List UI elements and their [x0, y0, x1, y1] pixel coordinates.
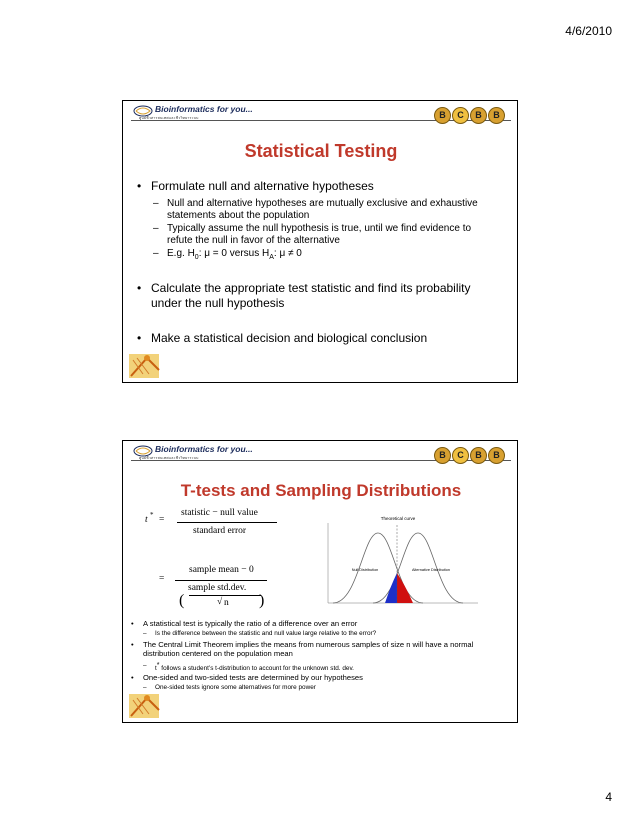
null-label: Null Distribution: [351, 568, 379, 572]
sub-bullet-text: [167, 248, 483, 264]
slide-t-tests: [122, 440, 518, 723]
bullet-dot-icon: •: [131, 640, 134, 649]
bullet-text: Calculate the appropriate test statistic and find its probability under the null hypothesis: [151, 281, 471, 310]
bullet-dot-icon: •: [131, 619, 134, 628]
fraction-bar: [175, 580, 267, 581]
bcbb-logo: [434, 447, 505, 463]
left-paren: (: [179, 592, 185, 609]
bcbb-letter: B: [488, 107, 505, 124]
bcbb-letter: B: [434, 107, 451, 124]
blue-region: [385, 573, 397, 603]
sub-bullet-text: One-sided tests ignore some alternatives for more power: [155, 684, 316, 691]
slide-title: T-tests and Sampling Distributions: [180, 481, 462, 500]
bullet-item: [131, 673, 511, 682]
brand-subtitle: ศูนย์ชีวสารสนเทศและชีววิทยาระบบ: [139, 116, 199, 120]
bullet-item: [137, 281, 477, 311]
sub-bullet-text: Typically assume the null hypothesis is true, until we find evidence to refute the null in favor of the alternative: [167, 223, 472, 246]
formula-star: *: [150, 511, 154, 519]
chart-title: Theoretical curve: [380, 516, 416, 521]
page-number: 4: [605, 790, 612, 804]
sub-bullet-text: Is the difference between the statistic and null value large relative to the error?: [155, 630, 377, 637]
sub-bullet-item: [143, 684, 513, 692]
sub-bullet-item: [153, 248, 483, 264]
hypothesis-alt-text: : μ ≠ 0: [273, 248, 302, 259]
bcbb-letter: B: [470, 107, 487, 124]
subscript-a: A: [269, 254, 274, 261]
fraction-bar: [189, 595, 261, 596]
bullet-text: The Central Limit Theorem implies the means from numerous samples of size n will have a normal distribution centered on the population mean: [143, 640, 474, 658]
dash-icon: –: [143, 630, 147, 637]
dash-icon: –: [143, 684, 147, 691]
bcbb-letter: B: [434, 447, 451, 464]
bullet-text: A statistical test is typically the ratio of a difference over an error: [143, 619, 358, 628]
bullet-dot-icon: •: [137, 331, 142, 345]
bullet-text: One-sided and two-sided tests are determined by our hypotheses: [143, 673, 363, 682]
distribution-chart: [313, 513, 483, 613]
formula-denominator: sample std.dev.: [188, 583, 247, 593]
bcbb-letter: B: [488, 447, 505, 464]
hypothesis-versus-text: : μ = 0 versus H: [198, 248, 270, 259]
bcbb-letter: B: [470, 447, 487, 464]
alt-label: Alternative Distribution: [412, 568, 450, 572]
right-paren: ): [259, 592, 265, 609]
brand-subtitle: ศูนย์ชีวสารสนเทศและชีววิทยาระบบ: [139, 456, 199, 460]
sub-bullet-item: [143, 662, 513, 673]
slide-title: Statistical Testing: [244, 141, 398, 161]
fraction-bar: [177, 522, 277, 523]
dash-icon: –: [143, 662, 147, 669]
bullet-text: Make a statistical decision and biological conclusion: [151, 331, 428, 345]
bullet-item: [137, 331, 507, 346]
formula-numerator: sample mean − 0: [189, 565, 254, 575]
red-region: [397, 573, 413, 603]
sqrt-icon: √: [217, 597, 223, 607]
bullet-item: [131, 619, 511, 628]
slide-header: [131, 104, 511, 134]
bullet-dot-icon: •: [137, 179, 142, 193]
sub-bullet-item: [153, 198, 483, 222]
formula-t: t: [145, 515, 148, 525]
star-superscript: *: [156, 662, 160, 669]
sub-bullet-text: Null and alternative hypotheses are mutually exclusive and exhaustive statements about the population: [167, 198, 478, 221]
subscript-0: 0: [194, 254, 199, 261]
formula-equals: =: [159, 574, 165, 584]
sub-bullet-item: [143, 630, 513, 638]
t-symbol: t: [155, 665, 157, 673]
brand-title: Bioinformatics for you...: [155, 104, 253, 114]
sub-bullet-item: [153, 223, 483, 247]
dna-corner-icon: [129, 348, 163, 378]
formula-sqrt-n: n: [224, 598, 229, 608]
formula-numerator: statistic − null value: [181, 508, 258, 518]
bcbb-letter: C: [452, 107, 469, 124]
dash-icon: –: [153, 223, 159, 234]
bcbb-logo: [434, 107, 505, 123]
sub-bullet-text: [155, 662, 513, 673]
formula-denominator: standard error: [193, 526, 247, 536]
bullet-text: Formulate null and alternative hypotheses: [151, 179, 374, 193]
bullet-item: [131, 640, 511, 658]
bullet-item: [137, 179, 497, 194]
dash-icon: –: [153, 248, 159, 259]
brand-title: Bioinformatics for you...: [155, 444, 253, 454]
formula-equals: =: [159, 515, 165, 525]
slide-statistical-testing: [122, 100, 518, 383]
bullet-dot-icon: •: [131, 673, 134, 682]
dna-corner-icon: [129, 688, 163, 718]
t-distribution-text: follows a student’s t-distribution to account for the unknown std. dev.: [159, 665, 354, 673]
dash-icon: –: [153, 198, 159, 209]
slide-header: [131, 444, 511, 474]
bcbb-letter: C: [452, 447, 469, 464]
page-date: 4/6/2010: [565, 24, 612, 38]
bullet-dot-icon: •: [137, 281, 142, 295]
hypothesis-h-text: E.g. H: [167, 248, 195, 259]
